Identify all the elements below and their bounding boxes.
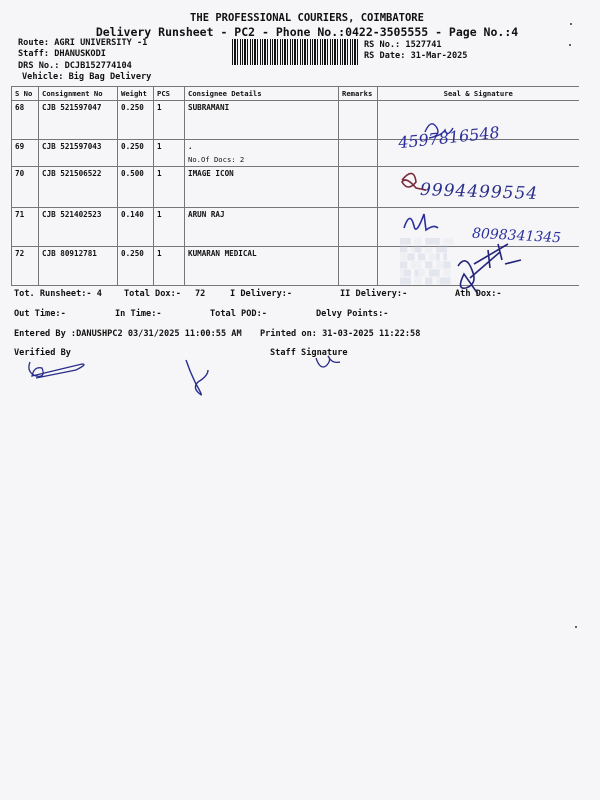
ath-dox-label: Ath Dox:- bbox=[455, 289, 502, 299]
sno-cell: 69 bbox=[12, 140, 39, 167]
pcs-cell: 1 bbox=[154, 101, 185, 140]
column-header: S No bbox=[12, 87, 39, 101]
signature-mark bbox=[29, 362, 84, 378]
signature-mark bbox=[425, 124, 453, 138]
consignee-cell: SUBRAMANI bbox=[185, 101, 339, 140]
pcs-cell: 1 bbox=[154, 247, 185, 286]
printed-on: Printed on: 31-03-2025 11:22:58 bbox=[260, 329, 421, 339]
consignment-cell: CJB 521597047 bbox=[39, 101, 118, 140]
column-header: Consignment No bbox=[39, 87, 118, 101]
signature-mark bbox=[186, 360, 208, 395]
total-dox-value: 72 bbox=[195, 289, 206, 299]
dot-mark bbox=[575, 626, 577, 628]
column-header: Consignee Details bbox=[185, 87, 339, 101]
weight-cell: 0.140 bbox=[118, 208, 154, 247]
consignee-name: . bbox=[188, 142, 193, 151]
column-header: Seal & Signature bbox=[378, 87, 579, 101]
entered-by: Entered By :DANUSHPC2 03/31/2025 11:00:55 AM bbox=[14, 329, 242, 339]
weight-cell: 0.250 bbox=[118, 140, 154, 167]
column-header: Remarks bbox=[339, 87, 378, 101]
in-time-label: In Time:- bbox=[115, 309, 162, 319]
docs-note: No.Of Docs: 2 bbox=[188, 155, 245, 164]
signature-mark bbox=[402, 173, 426, 190]
sno-cell: 68 bbox=[12, 101, 39, 140]
staff-label: Staff: DHANUSKODI bbox=[18, 49, 106, 59]
column-header: Weight bbox=[118, 87, 154, 101]
weight-cell: 0.250 bbox=[118, 101, 154, 140]
ii-delivery-label: II Delivery:- bbox=[340, 289, 408, 299]
rs-date: RS Date: 31-Mar-2025 bbox=[364, 51, 468, 61]
faded-stamp: ▒▒▒ ░░ ▒▒▒▒ ░░░ ▒▒ ░▒▒ ░░ ▒▒▒ ░░▒▒ ▒▒ ░░▒ ▒ ▒▒ ░░░ ▒▒ ░░▒▒ ░▒▒ ▒░░ ▒▒▒ ░░ ▒▒▒ ░░ ▒▒ ░▒▒▒ bbox=[400, 238, 455, 285]
pcs-cell: 1 bbox=[154, 167, 185, 208]
consignment-cell: CJB 80912781 bbox=[39, 247, 118, 286]
consignment-cell: CJB 521597043 bbox=[39, 140, 118, 167]
consignee-cell: ARUN RAJ bbox=[185, 208, 339, 247]
sno-cell: 70 bbox=[12, 167, 39, 208]
handwritten-phone: 4597816548 bbox=[397, 122, 501, 153]
pcs-cell: 1 bbox=[154, 140, 185, 167]
consignee-cell: KUMARAN MEDICAL bbox=[185, 247, 339, 286]
drs-number: DRS No.: DCJB152774104 bbox=[18, 61, 132, 71]
consignment-cell: CJB 521506522 bbox=[39, 167, 118, 208]
verified-by-label: Verified By bbox=[14, 348, 71, 358]
staff-signature-label: Staff Signature bbox=[270, 348, 348, 358]
sno-cell: 72 bbox=[12, 247, 39, 286]
signature-mark bbox=[404, 214, 438, 230]
vehicle-label: Vehicle: Big Bag Delivery bbox=[22, 72, 152, 82]
total-runsheet: Tot. Runsheet:- 4 bbox=[14, 289, 102, 299]
i-delivery-label: I Delivery:- bbox=[230, 289, 293, 299]
signature-mark bbox=[458, 244, 521, 294]
company-title: THE PROFESSIONAL COURIERS, COIMBATORE bbox=[190, 12, 424, 24]
total-pod-label: Total POD:- bbox=[210, 309, 267, 319]
weight-cell: 0.500 bbox=[118, 167, 154, 208]
rs-number: RS No.: 1527741 bbox=[364, 40, 442, 50]
sno-cell: 71 bbox=[12, 208, 39, 247]
handwritten-phone: 9994499554 bbox=[419, 179, 539, 205]
consignment-cell: CJB 521402523 bbox=[39, 208, 118, 247]
total-dox-label: Total Dox:- bbox=[124, 289, 181, 299]
runsheet-subtitle: Delivery Runsheet - PC2 - Phone No.:0422-3505555 - Page No.:4 bbox=[95, 25, 519, 39]
handwritten-phone: 8098341345 bbox=[471, 225, 562, 247]
pcs-cell: 1 bbox=[154, 208, 185, 247]
out-time-label: Out Time:- bbox=[14, 309, 66, 319]
column-header: PCS bbox=[154, 87, 185, 101]
route-label: Route: AGRI UNIVERSITY -1 bbox=[18, 38, 148, 48]
consignee-cell: IMAGE ICON bbox=[185, 167, 339, 208]
weight-cell: 0.250 bbox=[118, 247, 154, 286]
delvy-points-label: Delvy Points:- bbox=[316, 309, 389, 319]
